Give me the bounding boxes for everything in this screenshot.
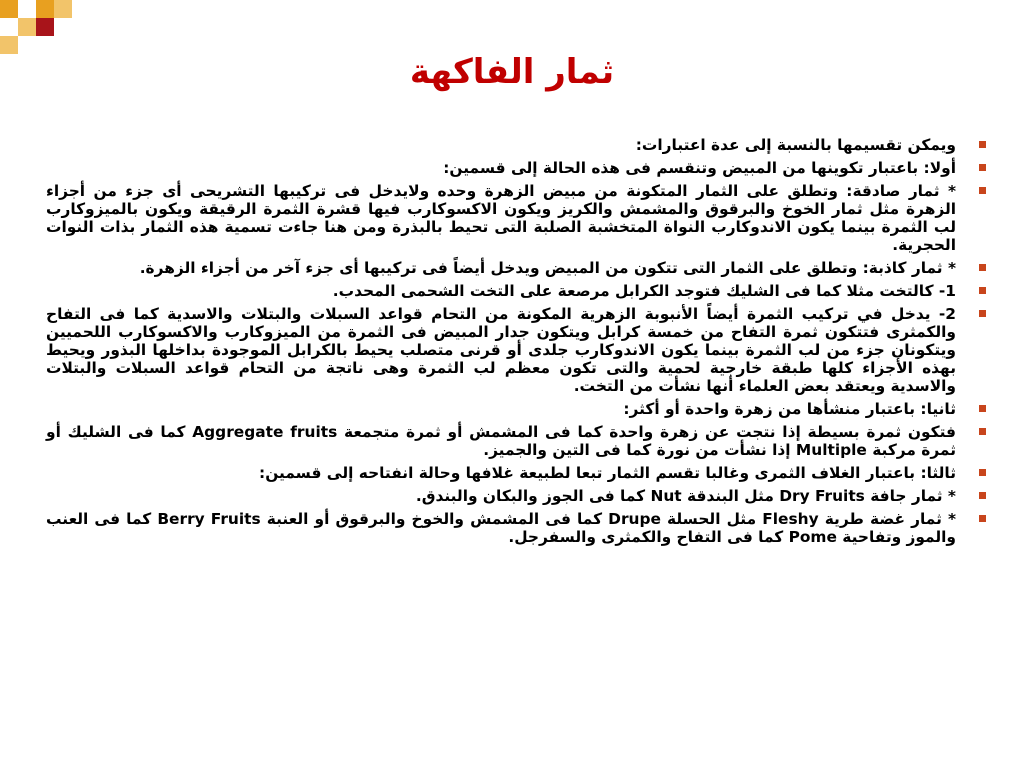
list-item	[46, 182, 996, 254]
list-item	[46, 510, 996, 546]
list-item-text: ثالثا: باعتبار الغلاف الثمرى وغالبا تقسم الثمار تبعا لطبيعة غلافها وحالة انفتاحه إلى قسمين:	[259, 464, 956, 482]
bullet-icon	[979, 469, 986, 476]
bullet-icon	[979, 287, 986, 294]
bullet-icon	[979, 428, 986, 435]
list-item	[46, 400, 996, 418]
bullet-icon	[979, 515, 986, 522]
list-item-text: ويمكن تقسيمها بالنسبة إلى عدة اعتبارات:	[635, 136, 956, 154]
bullet-icon	[979, 187, 986, 194]
list-item	[46, 423, 996, 459]
list-item-text: * ثمار غضة طرية Fleshy مثل الحسلة Drupe كما فى المشمش والخوخ والبرقوق أو العنبة Berry Fruits كما فى العنب والموز وتفاحية Pome كما فى التفاح والكمثرى والسفرجل.	[46, 510, 956, 546]
list-item	[46, 159, 996, 177]
list-item	[46, 305, 996, 395]
list-item	[46, 136, 996, 154]
slide-title: ثمار الفاكهة	[409, 52, 615, 92]
bullet-icon	[979, 310, 986, 317]
list-item-text: 1- كالتخت مثلا كما فى الشليك فتوجد الكرابل مرصعة على التخت الشحمى المحدب.	[332, 282, 956, 300]
bullet-icon	[979, 141, 986, 148]
list-item-text: أولا: باعتبار تكوينها من المبيض وتنقسم فى هذه الحالة إلى قسمين:	[443, 159, 956, 177]
bullet-icon	[979, 264, 986, 271]
bullet-icon	[979, 492, 986, 499]
bullet-icon	[979, 164, 986, 171]
list-item-text: * ثمار كاذبة: وتطلق على الثمار التى تتكون من المبيض ويدخل أيضاً فى تركيبها أى جزء آخر من أجزاء الزهرة.	[139, 259, 956, 277]
list-item	[46, 487, 996, 505]
list-item-text: ثانيا: باعتبار منشأها من زهرة واحدة أو أكثر:	[623, 400, 956, 418]
list-item	[46, 464, 996, 482]
bullet-icon	[979, 405, 986, 412]
list-item-text: 2- يدخل في تركيب الثمرة أيضاً الأنبوبة الزهرية المكونة من التحام قواعد السبلات والبتلات والاسدية كما فى التفاح والكمثرى فتتكون ثمرة التفاح من خمسة كرابل ويتكون جدار المبيض فى الثمرة من الميزوكارب والاكسوكارب اللحميين ويتكونان جزء من لب الثمرة بينما يكون الاندوكارب جلدى أو قرنى متصلب يحيط بالكرابل الموجودة بداخلها البذور ويحيط بهذه الأجزاء كلها طبقة خارجية لحمية والتى تكون معظم لب الثمرة وهى ناتجة من التحام قواعد السبلات والبتلات والاسدية ويعتقد بعض العلماء أنها نشأت من التخت.	[46, 305, 956, 395]
bullet-list	[46, 136, 996, 546]
list-item-text: * ثمار صادقة: وتطلق على الثمار المتكونة من مبيض الزهرة وحده ولايدخل فى تركيبها التشريحى أى جزء من أجزاء الزهرة مثل ثمار الخوخ والبرقوق والمشمش والكريز ويكون الاكسوكارب فيها قشرة الثمرة الرقيقة ويكون بالميزوكارب لب الثمرة بينما يكون الاندوكارب النواة المتخشبة الصلبة التى تحيط بالبذرة ومن هنا جاءت تسمية هذه الثمار بذات النوات الحجرية.	[46, 182, 956, 254]
slide-body	[46, 136, 996, 551]
corner-decoration	[0, 0, 80, 60]
list-item-text: * ثمار جافة Dry Fruits مثل البندقة Nut كما فى الجوز والبكان والبندق.	[415, 487, 956, 505]
list-item	[46, 259, 996, 277]
list-item-text: فتكون ثمرة بسيطة إذا نتجت عن زهرة واحدة كما فى المشمش أو ثمرة متجمعة Aggregate fruits كما فى الشليك أو ثمرة مركبة Multiple إذا نشأت من نورة كما فى التين والجميز.	[46, 423, 956, 459]
list-item	[46, 282, 996, 300]
